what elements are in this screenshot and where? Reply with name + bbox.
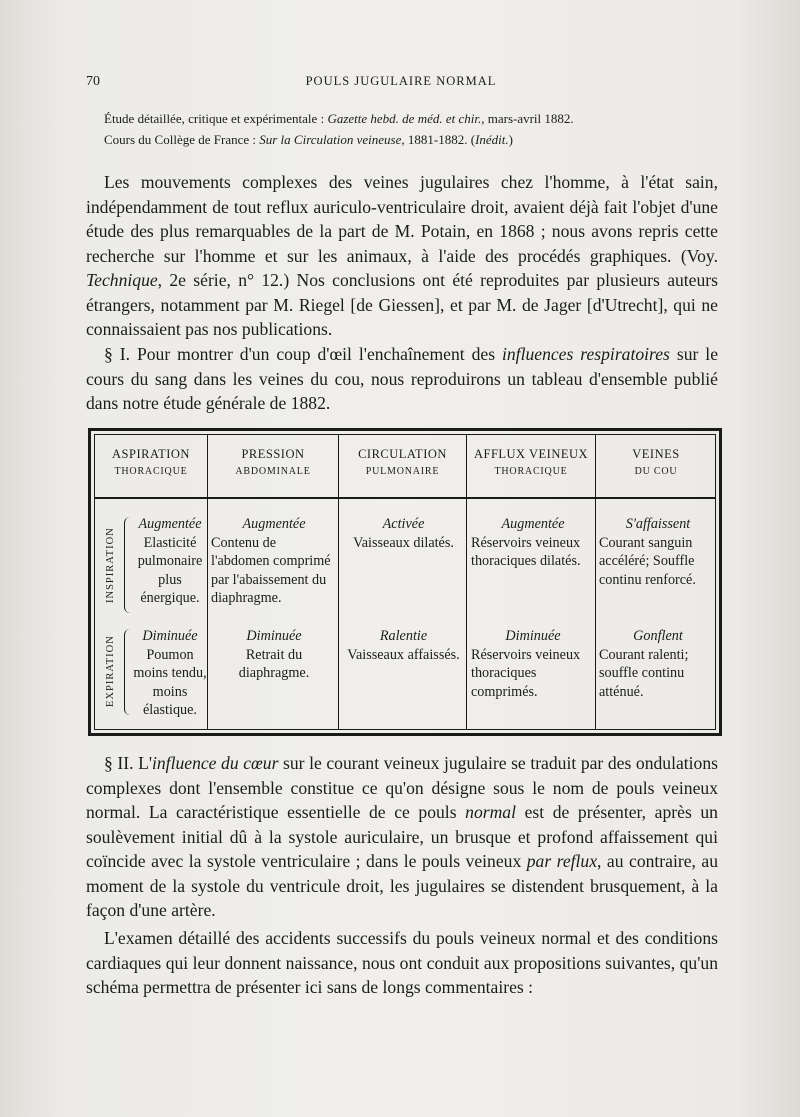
table-cell: Augmentée Elasticité pulmonaire plus énergique. [137,516,203,607]
table-cell: Augmentée Contenu de l'abdomen comprimé par l'abaissement du diaphragme. [211,516,331,607]
column-header-4: AFFLUX VEINEUX THORACIQUE [473,447,589,477]
table-cell: Diminuée Réservoirs veineux thoraciques comprimés. [471,628,581,700]
page-number: 70 [86,74,100,89]
header-divider [95,497,715,499]
paragraph-4: L'examen détaillé des accidents successifs du pouls veineux normal et des conditions cardiaques qui leur donnent naissance, nous ont conduit aux propositions suivantes, qu'un schéma permettra de présenter ici sans de longs commentaires : [86,928,718,997]
running-title: POULS JUGULAIRE NORMAL [305,74,497,88]
column-divider [207,435,208,729]
table-cell: Diminuée Retrait du diaphragme. [238,628,310,682]
table-cell: S'affaissent Courant sanguin accéléré; Souffle continu renforcé. [599,516,696,588]
column-divider [595,435,596,729]
page-header [86,70,716,92]
column-header-5: VEINES DU COU [632,447,680,477]
column-header-3: CIRCULATION PULMONAIRE [358,447,447,477]
reference-line-1: Étude détaillée, critique et expérimentale : Gazette hebd. de méd. et chir., mars-avril 1882. [104,111,574,126]
references [104,108,714,150]
column-divider [338,435,339,729]
table-cell: Activée Vaisseaux dilatés. [353,516,454,551]
respiratory-influence-table [88,428,722,736]
paragraph-1: Les mouvements complexes des veines jugulaires chez l'homme, à l'état sain, indépendamment de tout reflux auriculo-ventriculaire droit, avaient déjà fait l'objet d'une étude des plus remarquables de la part de M. Potain, en 1868 ; nous avons repris cette recherche sur l'homme et sur les animaux, à l'aide des procédés graphiques. (Voy. Technique, 2e série, n° 12.) Nos conclusions ont été reproduites par plusieurs auteurs étrangers, notamment par M. Riegel [de Giessen], et par M. de Jager [d'Utrecht], qui ne connaissaient pas nos publications. [86,172,718,339]
row-brace [124,517,131,613]
column-divider [466,435,467,729]
table-cell: Augmentée Réservoirs veineux thoraciques dilatés. [471,516,581,570]
row-brace [124,629,131,715]
paragraph-3: § II. L'influence du cœur sur le courant veineux jugulaire se traduit par des ondulations complexes dont l'ensemble constitue ce qu'on désigne sous le nom de pouls veineux normal. La caractéristique essentielle de ce pouls normal est de présenter, après un soulèvement initial dû à la systole auriculaire, un brusque et profond affaissement qui coïncide avec la systole ventriculaire ; dans le pouls veineux par reflux, au contraire, au moment de la systole du ventricule droit, les jugulaires se distendent brusquement, à la façon d'une artère. [86,753,719,920]
column-header-2: PRESSION ABDOMINALE [235,447,311,477]
column-header-1: ASPIRATION THORACIQUE [112,447,190,477]
paragraph-2: § I. Pour montrer d'un coup d'œil l'enchaînement des influences respiratoires sur le cours du sang dans les veines du cou, nous reproduirons un tableau d'ensemble publié dans notre étude générale de 1882. [86,344,719,413]
row-label-inspiration: INSPIRATION [105,527,116,603]
table-cell: Gonflent Courant ralenti; souffle continu atténué. [599,628,689,700]
table-cell: Diminuée Poumon moins tendu, moins élastique. [133,628,207,719]
table-cell: Ralentie Vaisseaux affaissés. [347,628,460,663]
reference-line-2: Cours du Collège de France : Sur la Circulation veineuse, 1881-1882. (Inédit.) [104,132,513,147]
row-label-expiration: EXPIRATION [105,635,116,707]
